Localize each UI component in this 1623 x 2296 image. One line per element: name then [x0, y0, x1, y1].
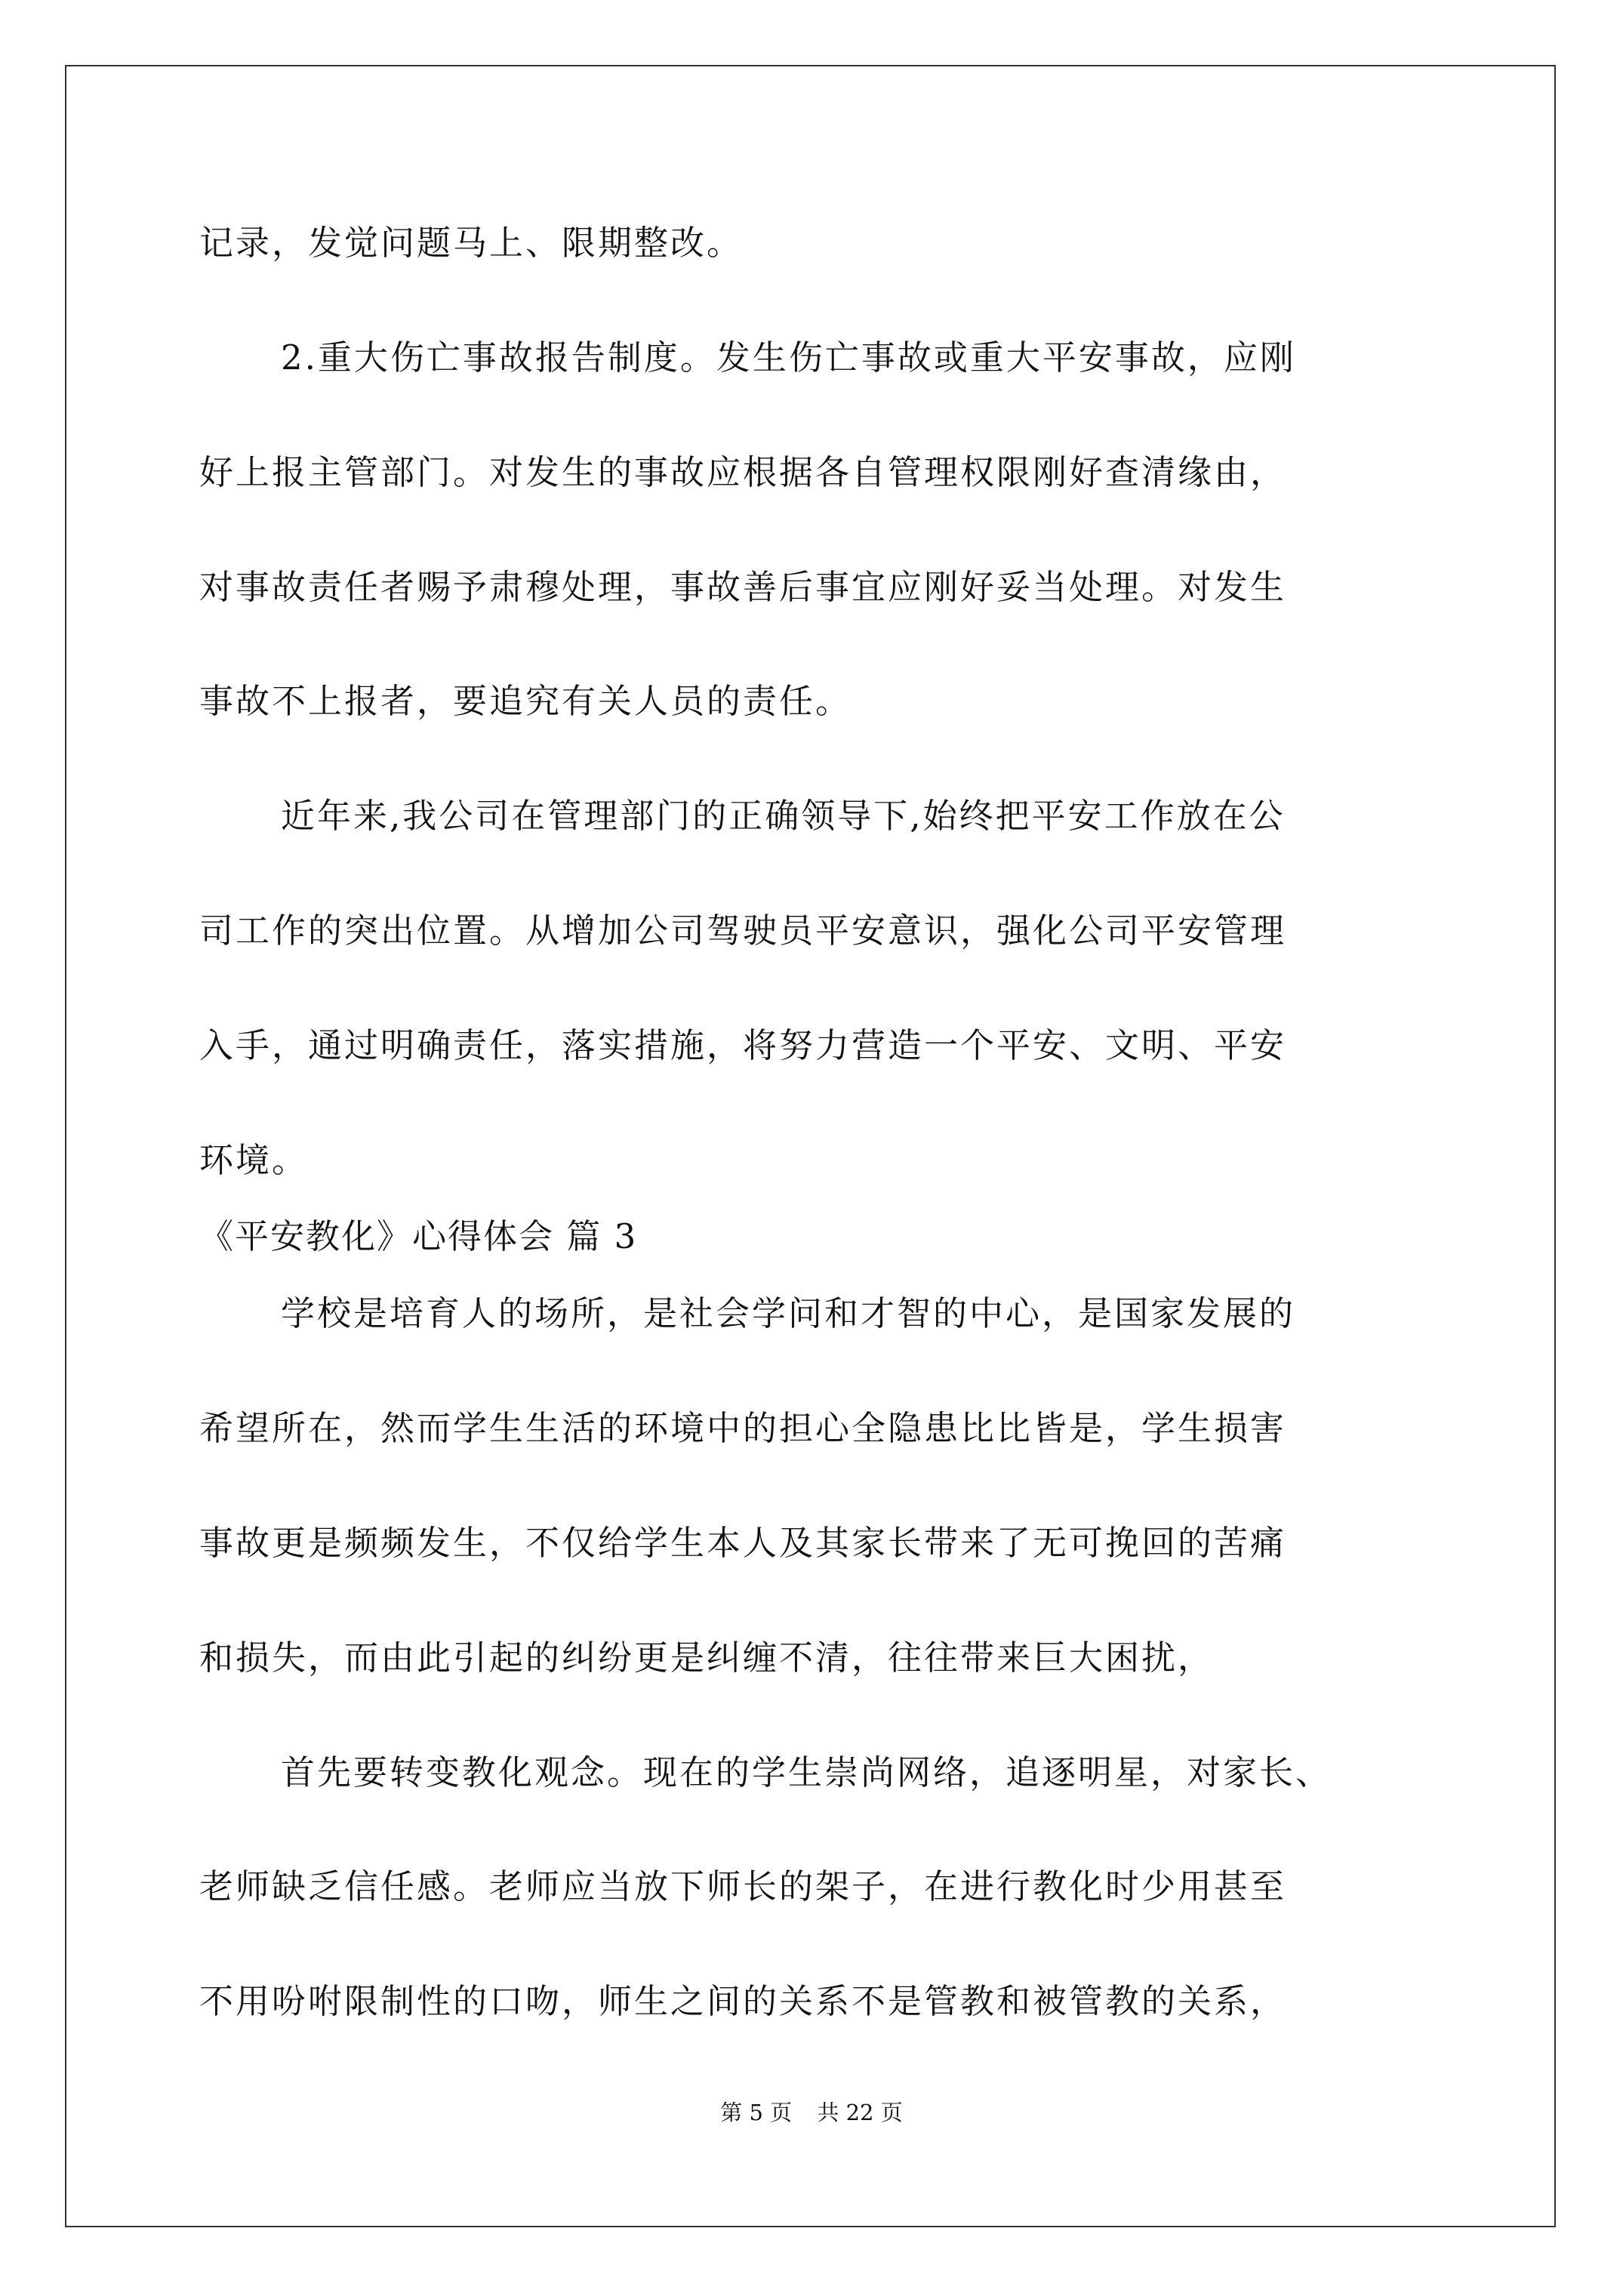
text-line: 2.重大伤亡事故报告制度。发生伤亡事故或重大平安事故，应刚: [281, 337, 1296, 378]
text-line: 事故不上报者，要追究有关人员的责任。: [199, 681, 852, 721]
text-line: 首先要转变教化观念。现在的学生崇尚网络，追逐明星，对家长、: [281, 1752, 1332, 1792]
section-heading: 《平安教化》心得体会 篇 3: [199, 1216, 638, 1256]
text-line: 记录，发觉问题马上、限期整改。: [199, 223, 744, 263]
text-line: 不用吩咐限制性的口吻，师生之间的关系不是管教和被管教的关系，: [199, 1981, 1287, 2021]
text-line: 好上报主管部门。对发生的事故应根据各自管理权限刚好查清缘由，: [199, 452, 1287, 492]
page-total: 共 22 页: [817, 2100, 903, 2125]
page-number: 第 5 页: [720, 2100, 793, 2125]
text-line: 和损失，而由此引起的纠纷更是纠缠不清，往往带来巨大困扰，: [199, 1638, 1215, 1678]
text-line: 事故更是频频发生，不仅给学生本人及其家长带来了无可挽回的苦痛: [199, 1523, 1287, 1563]
text-line: 近年来,我公司在管理部门的正确领导下,始终把平安工作放在公: [281, 796, 1286, 836]
page-footer: [0, 2097, 1623, 2128]
text-line: 司工作的突出位置。从增加公司驾驶员平安意识，强化公司平安管理: [199, 911, 1287, 951]
text-line: 老师缺乏信任感。老师应当放下师长的架子，在进行教化时少用甚至: [199, 1866, 1287, 1906]
text-line: 希望所在，然而学生生活的环境中的担心全隐患比比皆是，学生损害: [199, 1408, 1287, 1448]
text-line: 环境。: [199, 1140, 309, 1180]
text-line: 入手，通过明确责任，落实措施，将努力营造一个平安、文明、平安: [199, 1025, 1287, 1065]
text-line: 对事故责任者赐予肃穆处理，事故善后事宜应刚好妥当处理。对发生: [199, 567, 1287, 607]
text-line: 学校是培育人的场所，是社会学问和才智的中心，是国家发展的: [281, 1293, 1296, 1333]
